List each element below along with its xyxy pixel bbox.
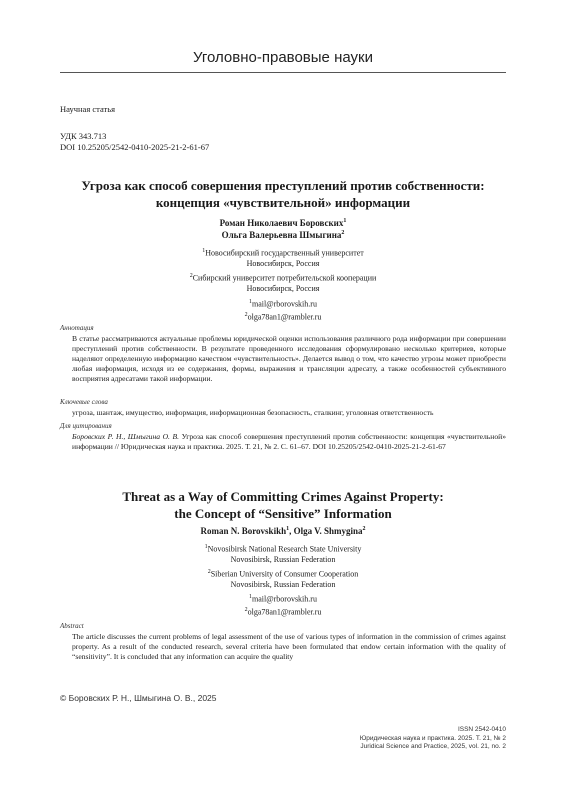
author-en-2-sup: 2 [362, 526, 366, 532]
affiliation-ru-2 [0, 271, 566, 295]
affiliation-ru-1-name: Новосибирский государственный университет [205, 248, 364, 258]
affiliation-ru-1-sup: 1 [202, 248, 206, 254]
author-ru-1-sup: 1 [343, 218, 347, 224]
affiliation-ru-2-city: Новосибирск, Россия [246, 284, 320, 294]
journal-ru: Юридическая наука и практика. 2025. Т. 21, № 2 [359, 734, 506, 742]
affiliation-en-1-city: Novosibirsk, Russian Federation [230, 555, 336, 565]
abstract-en-label: Abstract [60, 622, 84, 630]
author-en-1-sup: 1 [286, 526, 290, 532]
abstract-ru-label: Аннотация [60, 324, 94, 332]
email-ru-2[interactable]: olga78an1@rambler.ru [247, 312, 322, 322]
affiliation-ru-2-sup: 2 [189, 273, 193, 279]
section-title: Уголовно-правовые науки [193, 49, 373, 66]
affiliation-ru-2-name: Сибирский университет потребительской кооперации [192, 273, 377, 283]
author-en-1-name: Roman N. Borovskikh [200, 526, 287, 536]
journal-en: Juridical Science and Practice, 2025, vol. 21, no. 2 [360, 743, 506, 750]
citation-label: Для цитирования [60, 422, 112, 430]
title-ru-line1: Угроза как способ совершения преступлений против собственности: [81, 178, 485, 193]
udk: УДК 343.713 [60, 131, 107, 141]
title-ru-line2: концепция «чувствительной» информации [155, 195, 411, 210]
email-ru-1-sup: 1 [249, 299, 253, 305]
header-rule [60, 72, 506, 73]
author-ru-2 [0, 227, 566, 241]
emails-ru [0, 297, 566, 323]
affiliation-en-1-sup: 1 [204, 544, 208, 550]
affiliation-ru-1-city: Новосибирск, Россия [246, 259, 320, 269]
keywords-ru-text: угроза, шантаж, имущество, информация, информационная безопасность, сталкинг, уголовная ответственность [72, 408, 434, 417]
email-en-1[interactable]: mail@rborovskih.ru [252, 594, 317, 604]
article-type: Научная статья [60, 104, 116, 114]
affiliation-en-1 [0, 542, 566, 566]
email-en-2[interactable]: olga78an1@rambler.ru [247, 607, 322, 617]
title-ru [70, 177, 496, 211]
copyright: © Боровских Р. Н., Шмыгина О. В., 2025 [60, 693, 217, 703]
affiliation-en-2-name: Siberian University of Consumer Cooperation [210, 569, 359, 579]
citation-body: Угроза как способ совершения преступлений против собственности: концепция «чувствительной» информации // Юридическая наука и практика. 2025. Т. 21, № 2. С. 61–67. DOI 10.25205/2542-0410-2025-21-2-61-67 [72, 432, 506, 451]
keywords-ru-label: Ключевые слова [60, 398, 108, 406]
authors-en: Roman N. Borovskikh$^1$, Olga V. Shmygina$^2$ [200, 526, 366, 536]
title-en-line2: the Concept of “Sensitive” Information [174, 506, 392, 521]
title-en-line1: Threat as a Way of Committing Crimes Against Property: [122, 489, 444, 504]
affiliation-en-2-sup: 2 [207, 569, 211, 575]
doi: DOI 10.25205/2542-0410-2025-21-2-61-67 [60, 142, 210, 152]
citation-authors: Боровских Р. Н., Шмыгина О. В. [72, 432, 180, 441]
author-ru-1-name: Роман Николаевич Боровских [219, 218, 344, 228]
email-en-2-sup: 2 [244, 607, 248, 614]
author-en-2-name: Olga V. Shmygina [293, 526, 363, 536]
author-ru-2-sup: 2 [341, 230, 345, 236]
email-ru-1[interactable]: mail@rborovskih.ru [252, 299, 317, 309]
issn: ISSN 2542-0410 [457, 726, 506, 733]
affiliation-en-2 [0, 567, 566, 591]
email-en-1-sup: 1 [249, 594, 253, 600]
abstract-en-text: The article discusses the current problems of legal assessment of the use of various types of information in the commission of crimes against property. As a result of the conducted research, several criteria have been formulated that endow certain information with the quality of “sensitivity”. It is concluded that any information can acquire the quality [72, 632, 506, 661]
abstract-ru-text: В статье рассматриваются актуальные проблемы юридической оценки использования различного рода информации при совершении преступлений против собственности. В результате проведенного исследования сформулировано несколько критериев, которые наделяют определенную информацию качеством «чувствительность». Делается вывод о том, что качество угрозы может приобрести любая информация, исходя из ее содержания, формы, выражения и трансляции адресату, а также особенностей субъективного восприятия адресатами такой информации. [72, 334, 506, 383]
affiliation-ru-1 [0, 246, 566, 270]
citation-text [72, 432, 506, 452]
journal-footer [360, 726, 506, 752]
affiliation-en-2-city: Novosibirsk, Russian Federation [230, 580, 336, 590]
title-en [70, 488, 496, 522]
author-ru-2-name: Ольга Валерьевна Шмыгина [221, 230, 342, 240]
email-ru-2-sup: 2 [244, 312, 248, 319]
emails-en [0, 592, 566, 618]
affiliation-en-1-name: Novosibirsk National Research State University [207, 544, 362, 554]
